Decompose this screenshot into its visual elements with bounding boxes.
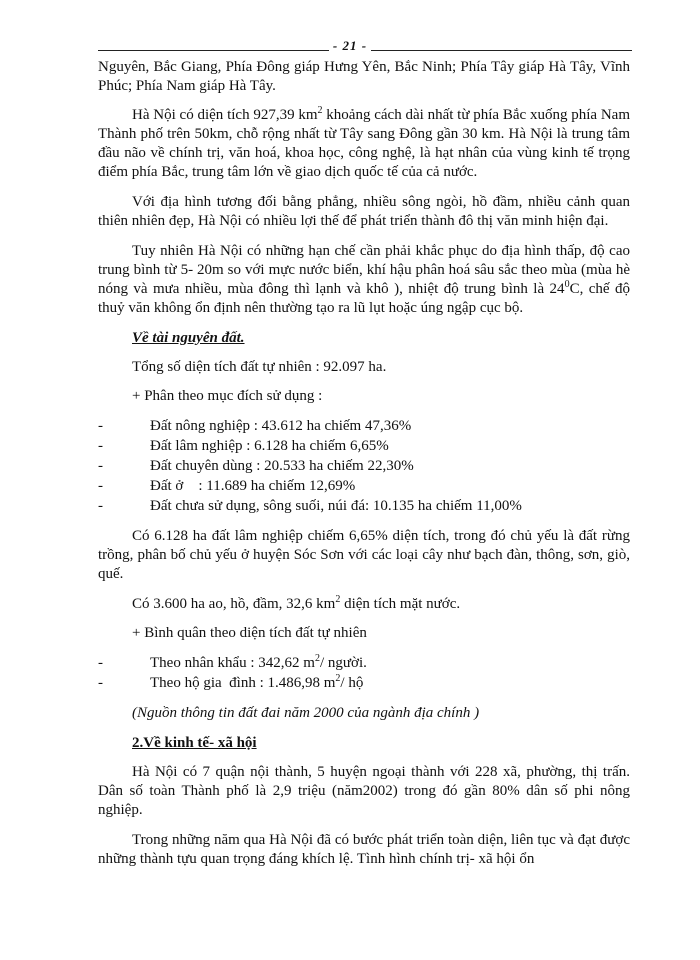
paragraph-forest: Có 6.128 ha đất lâm nghiệp chiếm 6,65% diện tích, trong đó chủ yếu là đất rừng trồng, phân bố chủ yếu ở huyện Sóc Sơn với các loại cây như bạch đàn, thông, sơn, giò, quế. bbox=[98, 528, 630, 582]
heading-land-resources: Về tài nguyên đất. bbox=[132, 330, 245, 346]
land-total: Tổng số diện tích đất tự nhiên : 92.097 ha. bbox=[132, 359, 387, 375]
page-number: - 21 - bbox=[0, 38, 700, 54]
per-capita-heading: + Bình quân theo diện tích đất tự nhiên bbox=[132, 625, 367, 641]
land-use-list bbox=[98, 416, 630, 516]
page-content bbox=[98, 58, 630, 880]
land-by-purpose-heading: + Phân theo mục đích sử dụng : bbox=[132, 388, 323, 404]
paragraph-administration: Hà Nội có 7 quận nội thành, 5 huyện ngoại thành với 228 xã, phường, thị trấn. Dân số toàn Thành phố là 2,9 triệu (năm2002) trong đó gần 80% dân số phi nông nghiệp. bbox=[98, 764, 630, 818]
list-item: - Đất ở : 11.689 ha chiếm 12,69% bbox=[98, 476, 630, 496]
paragraph-limitations: Tuy nhiên Hà Nội có những hạn chế cần phải khắc phục do địa hình thấp, độ cao trung bình từ 5- 20m so với mực nước biển, khí hậu phân hoá sâu sắc theo mùa (mùa hè nóng và mưa nhiều, mùa đông thì lạnh và khô ), nhiệt độ trung bình là $24^0C$, chế độ thuỷ văn không ổn định nên thường tạo ra lũ lụt hoặc úng ngập cục bộ. bbox=[98, 243, 630, 316]
paragraph-development: Trong những năm qua Hà Nội đã có bước phát triển toàn diện, liên tục và đạt được những thành tựu quan trọng đáng khích lệ. Tình hình chính trị- xã hội ổn bbox=[98, 832, 630, 867]
water-surface: Có 3.600 ha ao, hồ, đầm, 32,6 $km^2$ diện tích mặt nước. bbox=[132, 594, 461, 612]
heading-economy-society: 2.Về kinh tế- xã hội bbox=[132, 735, 257, 751]
list-item: - Theo hộ gia đình : 1.486,98 $m^2/$ hộ bbox=[98, 673, 630, 693]
paragraph-boundaries: Nguyên, Bắc Giang, Phía Đông giáp Hưng Yên, Bắc Ninh; Phía Tây giáp Hà Tây, Vĩnh Phúc; Phía Nam giáp Hà Tây. bbox=[98, 59, 630, 94]
per-capita-list bbox=[98, 653, 630, 693]
list-item: - Theo nhân khẩu : 342,62 $m^2/$ người. bbox=[98, 653, 630, 673]
list-item: - Đất chuyên dùng : 20.533 ha chiếm 22,30% bbox=[98, 456, 630, 476]
list-item: - Đất lâm nghiệp : 6.128 ha chiếm 6,65% bbox=[98, 436, 630, 456]
source-note: (Nguồn thông tin đất đai năm 2000 của ngành địa chính ) bbox=[132, 705, 480, 721]
paragraph-terrain: Với địa hình tương đối bằng phẳng, nhiều sông ngòi, hồ đầm, nhiều cảnh quan thiên nhiên đẹp, Hà Nội có nhiều lợi thế để phát triển thành đô thị văn minh hiện đại. bbox=[98, 194, 630, 229]
list-item: - Đất chưa sử dụng, sông suối, núi đá: 10.135 ha chiếm 11,00% bbox=[98, 496, 630, 516]
list-item: - Đất nông nghiệp : 43.612 ha chiếm 47,36% bbox=[98, 416, 630, 436]
paragraph-area: Hà Nội có diện tích 927,39 $km^2$ khoảng cách dài nhất từ phía Bắc xuống phía Nam Thành phố trên 50km, chỗ rộng nhất từ Tây sang Đông gần 30 km. Hà Nội là trung tâm đầu não về chính trị, văn hoá, khoa học, công nghệ, là hạt nhân của vùng kinh tế trọng điểm phía Bắc, trung tâm lớn về giao dịch quốc tế của cả nước. bbox=[98, 105, 630, 180]
